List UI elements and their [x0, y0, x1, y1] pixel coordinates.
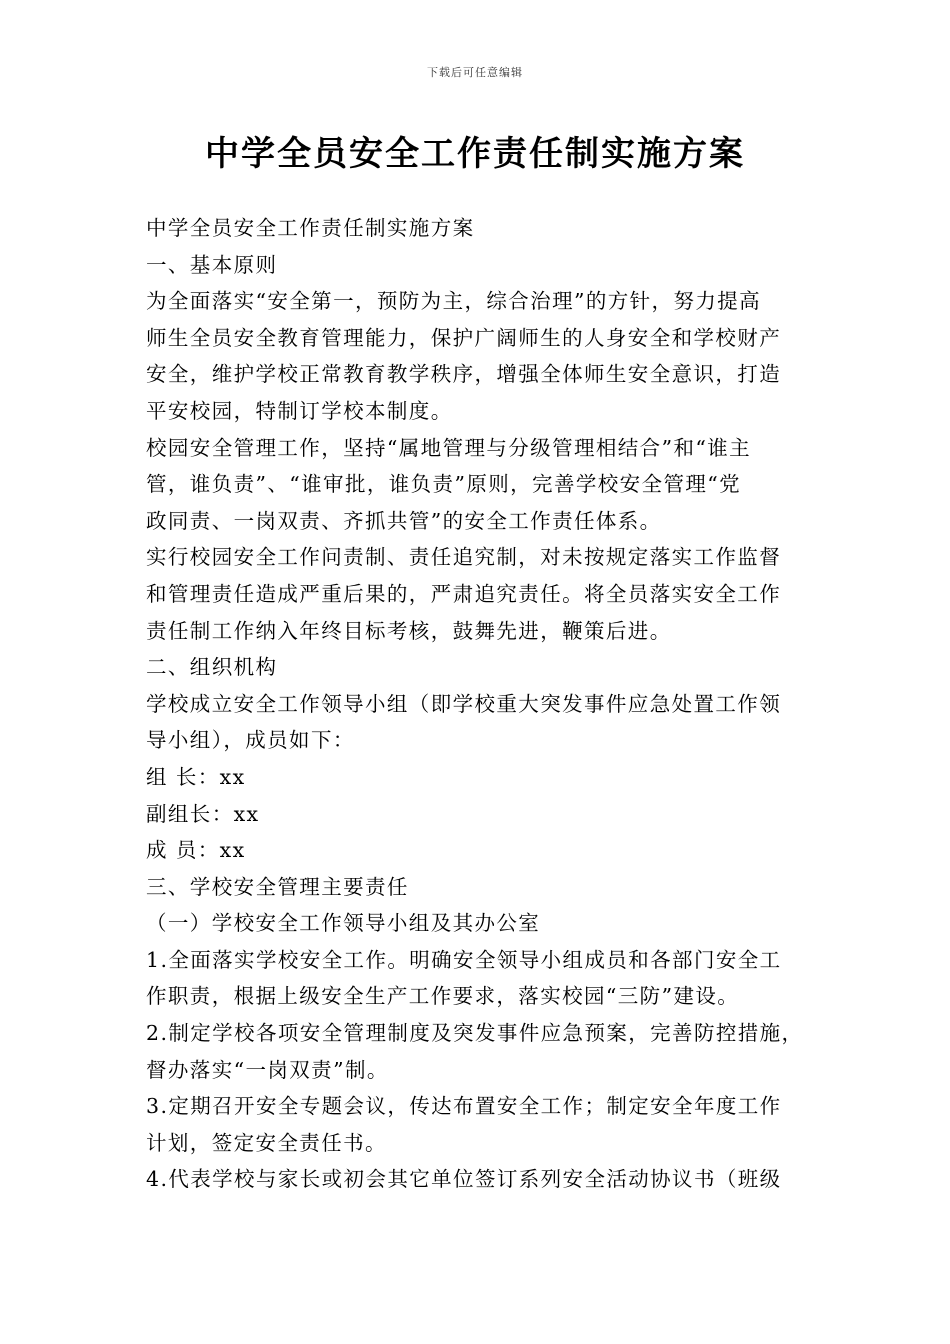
body-line: 为全面落实“安全第一，预防为主，综合治理”的方针，努力提高 — [146, 289, 762, 314]
body-line: 中学全员安全工作责任制实施方案 — [146, 216, 475, 240]
body-line: 和管理责任造成严重后果的，严肃追究责任。将全员落实安全工作 — [146, 581, 782, 606]
body-line: 副组长：xx — [146, 801, 260, 826]
body-line: 政同责、一岗双责、齐抓共管”的安全工作责任体系。 — [146, 508, 662, 533]
body-line: 2.制定学校各项安全管理制度及突发事件应急预案，完善防控措施， — [146, 1021, 804, 1046]
body-line: 管，谁负责”、“谁审批，谁负责”原则，完善学校安全管理“党 — [146, 472, 742, 497]
body-line: 责任制工作纳入年终目标考核，鼓舞先进，鞭策后进。 — [146, 618, 672, 643]
body-line: 4.代表学校与家长或初会其它单位签订系列安全活动协议书（班级 — [146, 1167, 782, 1192]
body-line: 1.全面落实学校安全工作。明确安全领导小组成员和各部门安全工 — [146, 947, 782, 972]
document-body — [146, 210, 816, 1198]
body-line: 计划，签定安全责任书。 — [146, 1130, 387, 1155]
body-line: （一）学校安全工作领导小组及其办公室 — [146, 911, 541, 936]
body-line: 校园安全管理工作，坚持“属地管理与分级管理相结合”和“谁主 — [146, 435, 752, 460]
body-line: 安全，维护学校正常教育教学秩序，增强全体师生安全意识，打造 — [146, 362, 782, 387]
body-line: 三、学校安全管理主要责任 — [146, 874, 409, 899]
body-line: 实行校园安全工作问责制、责任追究制，对未按规定落实工作监督 — [146, 545, 782, 570]
header-note: 下载后可任意编辑 — [427, 66, 523, 79]
body-line: 组 长：xx — [146, 764, 246, 789]
body-line: 平安校园，特制订学校本制度。 — [146, 398, 453, 423]
body-line: 3.定期召开安全专题会议，传达布置安全工作；制定安全年度工作 — [146, 1094, 782, 1119]
body-line: 成 员：xx — [146, 838, 246, 863]
body-line: 导小组），成员如下： — [146, 728, 355, 753]
body-line: 作职责，根据上级安全生产工作要求，落实校园“三防”建设。 — [146, 984, 740, 1009]
body-line: 师生全员安全教育管理能力，保护广阔师生的人身安全和学校财产 — [146, 325, 782, 350]
body-line: 学校成立安全工作领导小组（即学校重大突发事件应急处置工作领 — [146, 691, 782, 716]
body-line: 二、组织机构 — [146, 655, 278, 680]
document-title: 中学全员安全工作责任制实施方案 — [205, 134, 745, 174]
body-line: 督办落实“一岗双责”制。 — [146, 1057, 389, 1082]
body-line: 一、基本原则 — [146, 252, 278, 277]
